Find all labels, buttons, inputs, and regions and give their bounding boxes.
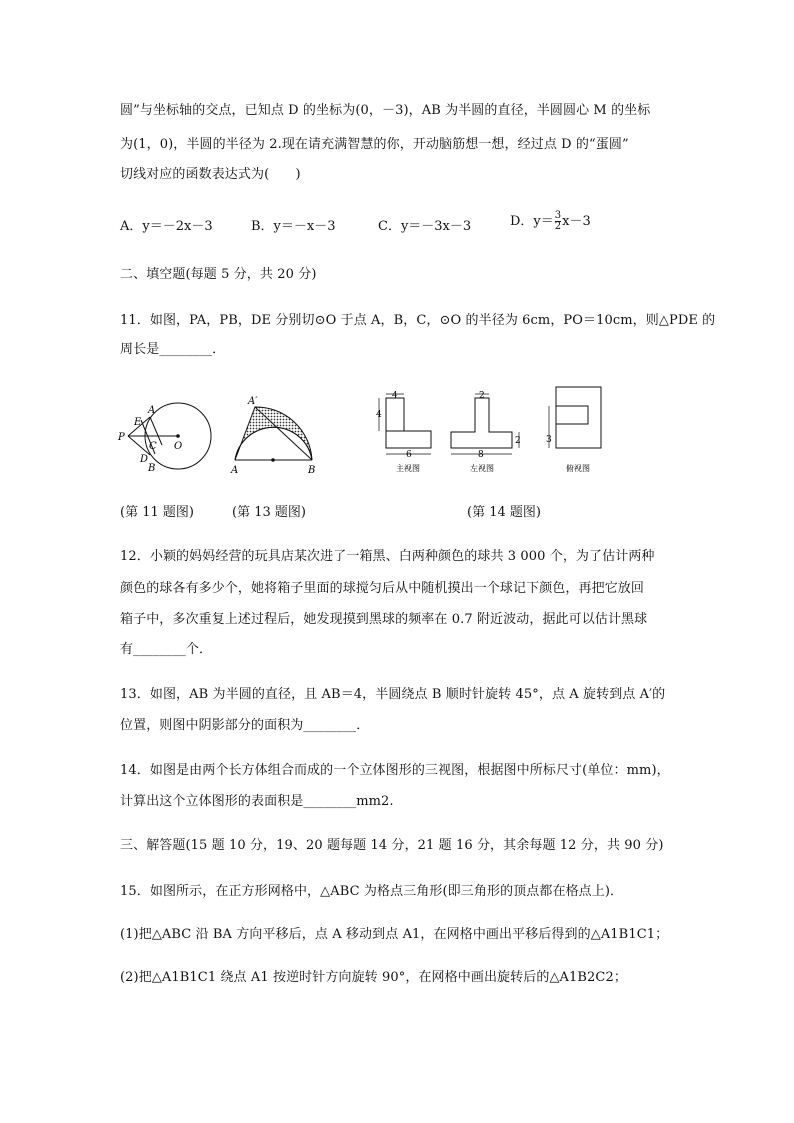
q10-option-d-numerator: 3 — [554, 210, 562, 221]
fig11-label-d: D — [140, 454, 149, 465]
fig13-label-a-prime: A′ — [248, 396, 258, 407]
figure-14-side-view — [451, 394, 519, 454]
section3-heading: 三、解答题(15 题 10 分，19、20 题每题 14 分，21 题 16 分，其余每题 12 分，共 90 分) — [120, 838, 664, 853]
q13-text-line-1: 13．如图，AB 为半圆的直径，且 AB＝4，半圆绕点 B 顺时针旋转 45°，点 A 旋转到点 A′的 — [120, 687, 666, 702]
q10-option-d-fraction — [555, 211, 561, 232]
fig13-caption: (第 13 题图) — [232, 505, 306, 520]
q10-text-line-3: 切线对应的函数表达式为( ) — [120, 167, 301, 182]
q15-part-1: (1)把△ABC 沿 BA 方向平移后，点 A 移动到点 A1，在网格中画出平移后得到的△A1B1C1； — [120, 927, 669, 942]
q12-text-line-1: 12．小颖的妈妈经营的玩具店某次进了一箱黑、白两种颜色的球共 3 000 个，为了估计两种 — [120, 549, 655, 564]
fig13-shaded-region — [235, 407, 312, 460]
side-view-outline — [451, 398, 512, 448]
q10-option-b: B．y＝－x－3 — [251, 219, 336, 234]
fig11-label-e: E — [134, 417, 142, 428]
q10-option-d-suffix: x－3 — [562, 214, 591, 229]
side-dim-right: 2 — [515, 436, 521, 446]
fig11-label-a: A — [148, 405, 156, 416]
top-view-outer-rect — [556, 387, 601, 448]
q12-text-line-4: 有________个． — [120, 642, 213, 657]
front-view-title: 主视图 — [396, 464, 420, 473]
q11-text-line-2: 周长是________． — [120, 342, 226, 357]
fig11-label-b: B — [148, 463, 156, 474]
top-view-title: 俯视图 — [566, 464, 590, 473]
figures-row — [0, 382, 794, 492]
fig11-center-dot — [177, 435, 180, 438]
q10-option-d-denominator: 2 — [554, 221, 562, 232]
top-dim-left: 3 — [546, 435, 552, 445]
top-view-inner-rect — [556, 406, 588, 424]
fig13-label-a: A — [231, 465, 239, 476]
front-view-outline — [386, 398, 431, 448]
fig13-label-b: B — [308, 465, 316, 476]
q12-text-line-2: 颜色的球各有多少个，她将箱子里面的球搅匀后从中随机摸出一个球记下颜色，再把它放回 — [120, 581, 645, 596]
fig11-label-c: C — [149, 441, 157, 452]
q10-option-d-prefix: D．y＝ — [510, 214, 554, 229]
front-dim-bottom: 6 — [406, 450, 412, 460]
fig11-label-o: O — [174, 441, 183, 452]
side-dim-bottom: 8 — [478, 450, 484, 460]
q15-part-2: (2)把△A1B1C1 绕点 A1 按逆时针方向旋转 90°，在网格中画出旋转后的△A1B2C2； — [120, 970, 627, 985]
front-dim-left: 4 — [376, 410, 382, 420]
q14-text-line-1: 14．如图是由两个长方体组合而成的一个立体图形的三视图，根据图中所标尺寸(单位：mm)， — [120, 763, 670, 778]
q11-text-line-1: 11．如图，PA，PB，DE 分别切⊙O 于点 A，B，C，⊙O 的半径为 6cm，PO＝10cm，则△PDE 的 — [120, 313, 716, 328]
q10-option-c: C．y＝－3x－3 — [378, 219, 472, 234]
q15-text-line-1: 15．如图所示，在正方形网格中，△ABC 为格点三角形(即三角形的顶点都在格点上)． — [120, 884, 624, 899]
figure-13 — [235, 407, 312, 461]
front-dim-top: 4 — [392, 391, 398, 401]
q13-text-line-2: 位置，则图中阴影部分的面积为________． — [120, 718, 370, 733]
q10-text-line-1: 圆”与坐标轴的交点，已知点 D 的坐标为(0，－3)，AB 为半圆的直径，半圆圆心 M 的坐标 — [120, 103, 651, 118]
section2-heading: 二、填空题(每题 5 分，共 20 分) — [120, 267, 317, 282]
q10-option-d — [510, 211, 591, 232]
q10-text-line-2: 为(1，0)，半圆的半径为 2.现在请充满智慧的你，开动脑筋想一想，经过点 D 的“蛋圆” — [120, 137, 629, 152]
q10-option-a: A．y＝－2x－3 — [120, 219, 213, 234]
side-view-title: 左视图 — [470, 464, 494, 473]
figure-14-top-view — [549, 387, 601, 448]
fig13-center-dot — [272, 459, 275, 462]
q12-text-line-3: 箱子中，多次重复上述过程后，她发现摸到黑球的频率在 0.7 附近波动，据此可以估计黑球 — [120, 612, 648, 627]
fig11-label-p: P — [118, 432, 125, 443]
figure-14-front-view — [379, 394, 431, 454]
fig11-caption: (第 11 题图) — [120, 505, 194, 520]
q14-text-line-2: 计算出这个立体图形的表面积是________mm2. — [120, 794, 394, 809]
fig14-caption: (第 14 题图) — [467, 505, 541, 520]
side-dim-top: 2 — [479, 391, 485, 401]
